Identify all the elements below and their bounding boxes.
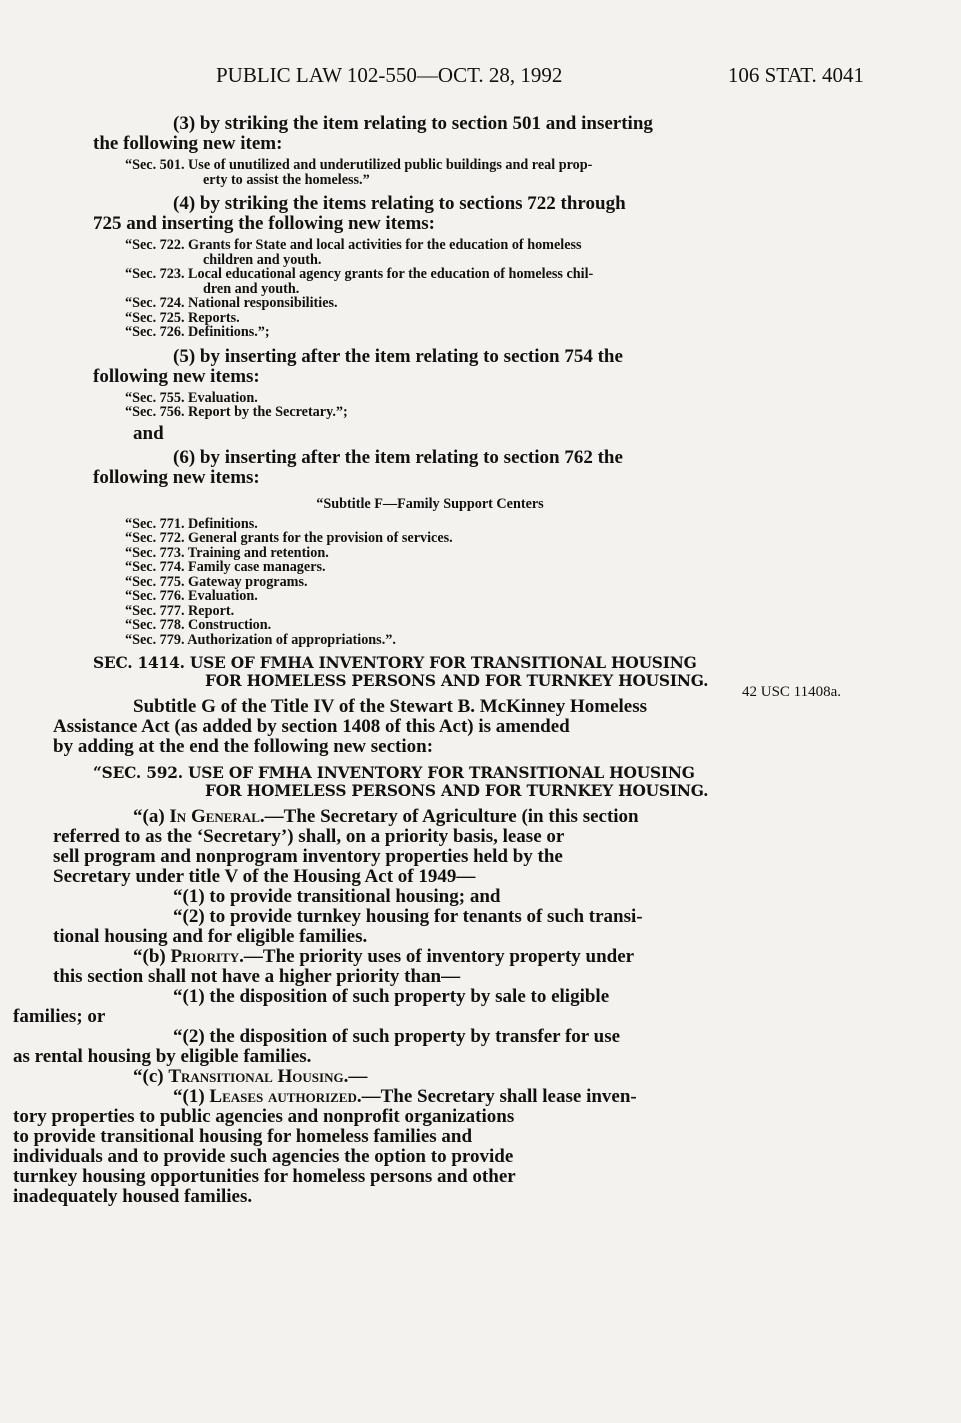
list-item: “Sec. 725. Reports.	[125, 309, 240, 326]
list-item: “Sec. 501. Use of unutilized and underutilized public buildings and real prop-	[125, 157, 593, 173]
subsection-a-item-1: “(1) to provide transitional housing; and	[173, 886, 501, 907]
list-item: “Sec. 773. Training and retention.	[125, 544, 329, 561]
item-list-5	[93, 391, 719, 420]
list-item: “Sec. 772. General grants for the provision of services.	[125, 530, 453, 546]
header-public-law: PUBLIC LAW 102-550—OCT. 28, 1992	[216, 63, 563, 87]
list-item: “Sec. 724. National responsibilities.	[125, 295, 338, 311]
subsection-c-item-1: “(1) Leases authorized.—The Secretary shall lease inven- tory properties to public agencies and nonprofit organizations to provide transitional housing for homeless families and individuals and to provide such agencies the option to provide turnkey housing opportunities for homeless persons and other inadequately housed families.	[13, 1086, 637, 1207]
section-1414-heading	[93, 654, 719, 690]
paragraph-4	[93, 194, 719, 234]
paragraph-3-line-1: (3) by striking the item relating to section 501 and inserting	[173, 113, 653, 134]
document-body	[13, 113, 719, 1207]
subsection-c: “(c) Transitional Housing.—	[133, 1066, 368, 1087]
margin-citation: 42 USC 11408a.	[742, 684, 842, 700]
paragraph-5-line-2: following new items:	[93, 365, 260, 387]
paragraph-5	[93, 347, 719, 387]
list-item: “Sec. 726. Definitions.”;	[125, 324, 270, 340]
list-item: “Sec. 778. Construction.	[125, 617, 272, 633]
list-item-continuation: erty to assist the homeless.”	[203, 171, 370, 188]
list-item-continuation: dren and youth.	[203, 280, 300, 297]
list-item: “Sec. 775. Gateway programs.	[125, 573, 308, 590]
section-592-heading-line-2: FOR HOMELESS PERSONS AND FOR TURNKEY HOUSING.	[205, 782, 709, 800]
subsection-c-heading: Transitional Housing.	[168, 1066, 349, 1087]
subsection-b-heading: Priority.	[170, 946, 244, 967]
subtitle-f-heading: “Subtitle F—Family Support Centers	[316, 495, 544, 512]
paragraph-6-line-1: (6) by inserting after the item relating to section 762 the	[173, 446, 623, 468]
paragraph-3-line-2: the following new item:	[93, 133, 283, 154]
subsection-a: “(a) In General.—The Secretary of Agriculture (in this section referred to as the ‘Secretary’) shall, on a priority basis, lease or sell program and nonprogram inventory properties held by the Secretary under title V of the Housing Act of 1949—	[53, 806, 639, 887]
paragraph-6-line-2: following new items:	[93, 466, 260, 488]
list-item: “Sec. 755. Evaluation.	[125, 389, 258, 406]
paragraph-4-line-2: 725 and inserting the following new items:	[93, 213, 435, 234]
list-item: “Sec. 722. Grants for State and local activities for the education of homeless	[125, 237, 582, 253]
subsection-a-item-2: “(2) to provide turnkey housing for tenants of such transi- tional housing and for eligible families.	[53, 906, 643, 947]
subsection-b-item-2: “(2) the disposition of such property by transfer for use as rental housing by eligible families.	[13, 1026, 621, 1067]
item-list-4	[93, 238, 719, 340]
list-item: “Sec. 777. Report.	[125, 602, 235, 619]
subsection-b-item-1: “(1) the disposition of such property by sale to eligible families; or	[13, 986, 610, 1027]
intro-paragraph: Subtitle G of the Title IV of the Stewart B. McKinney Homeless Assistance Act (as added by section 1408 of this Act) is amended by adding at the end the following new section:	[53, 696, 648, 757]
item-list-3	[93, 158, 719, 187]
list-item: “Sec. 776. Evaluation.	[125, 588, 258, 604]
and-connector: and	[133, 422, 164, 444]
list-item: “Sec. 771. Definitions.	[125, 515, 258, 532]
paragraph-4-line-1: (4) by striking the items relating to sections 722 through	[173, 193, 626, 214]
list-item-continuation: children and youth.	[203, 251, 322, 268]
item-list-6	[93, 517, 719, 648]
section-592-heading-line-1: “SEC. 592. USE OF FMHA INVENTORY FOR TRANSITIONAL HOUSING	[93, 764, 695, 782]
list-item: “Sec. 774. Family case managers.	[125, 559, 326, 575]
subsection-c-item-1-heading: Leases authorized.	[209, 1086, 362, 1107]
list-item: “Sec. 779. Authorization of appropriations.”.	[125, 631, 396, 648]
section-592-heading	[93, 764, 719, 800]
header-stat-page: 106 STAT. 4041	[727, 63, 864, 87]
section-1414-heading-line-1: SEC. 1414. USE OF FMHA INVENTORY FOR TRANSITIONAL HOUSING	[93, 654, 697, 672]
subsection-b: “(b) Priority.—The priority uses of inventory property under this section shall not have a higher priority than—	[53, 946, 635, 987]
paragraph-3	[93, 114, 719, 154]
list-item: “Sec. 723. Local educational agency grants for the education of homeless chil-	[125, 266, 594, 282]
paragraph-5-line-1: (5) by inserting after the item relating to section 754 the	[173, 345, 623, 367]
list-item: “Sec. 756. Report by the Secretary.”;	[125, 404, 348, 420]
section-1414-heading-line-2: FOR HOMELESS PERSONS AND FOR TURNKEY HOUSING.	[205, 672, 709, 690]
subsection-a-heading: In General.	[169, 806, 265, 827]
paragraph-6	[93, 448, 719, 488]
